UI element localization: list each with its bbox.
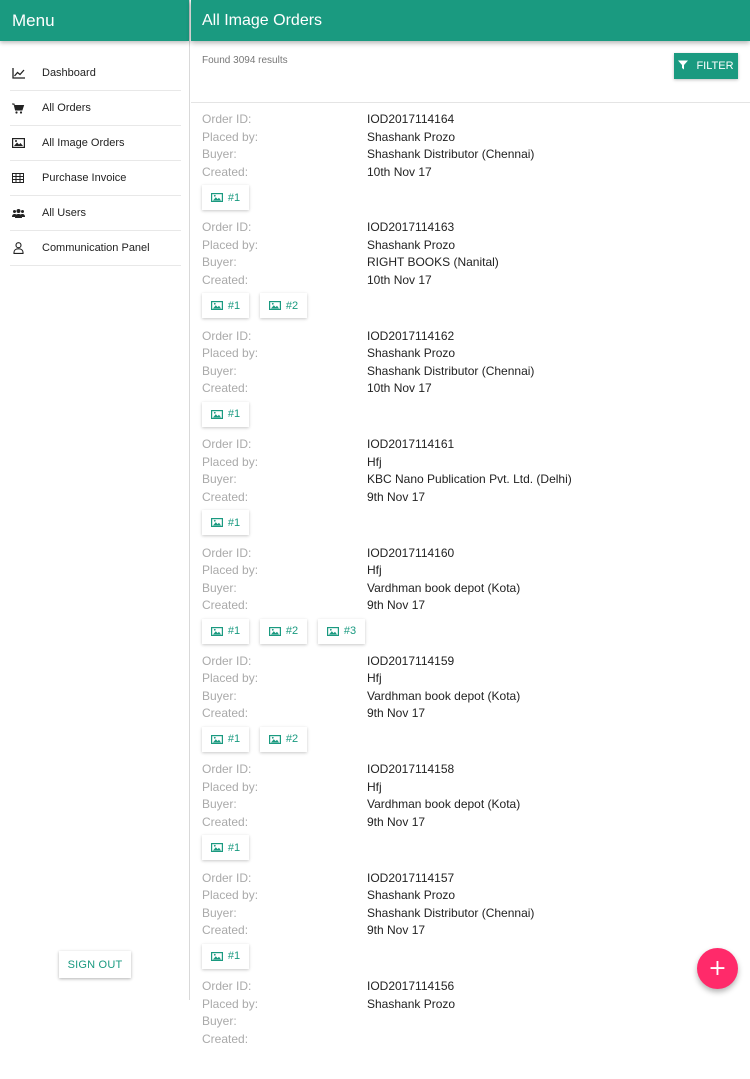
order-buyer-value: Vardhman book depot (Kota) — [367, 580, 521, 595]
order-order-id-row — [202, 870, 750, 888]
order-placed-by-label: Placed by: — [202, 888, 259, 903]
person-icon — [11, 241, 25, 255]
order-order-id-value: IOD2017114162 — [367, 328, 455, 343]
order-created-label: Created: — [202, 598, 249, 613]
order-order-id-row — [202, 436, 750, 454]
order-buyer-label: Buyer: — [202, 797, 237, 812]
cart-icon — [11, 101, 25, 115]
image-button-label: #3 — [343, 625, 357, 638]
image-icon — [211, 518, 223, 527]
order-order-id-label: Order ID: — [202, 437, 252, 452]
order-placed-by-value: Shashank Prozo — [367, 237, 456, 252]
order-order-id-value: IOD2017114161 — [367, 437, 455, 452]
sign-out-button[interactable]: SIGN OUT — [59, 951, 131, 978]
order-created-label: Created: — [202, 381, 249, 396]
order-placed-by-label: Placed by: — [202, 346, 259, 361]
order-image-button[interactable] — [202, 293, 249, 318]
order-order-id-value: IOD2017114156 — [367, 979, 455, 994]
order-buyer-value: Shashank Distributor (Chennai) — [367, 363, 535, 378]
order-placed-by-row — [202, 129, 750, 147]
image-button-label: #1 — [227, 625, 241, 638]
order-card[interactable] — [202, 211, 750, 319]
order-image-buttons — [202, 619, 750, 644]
order-buyer-value: Shashank Distributor (Chennai) — [367, 905, 535, 920]
table-icon — [11, 171, 25, 185]
sidebar-menu — [0, 56, 189, 266]
order-buyer-row — [202, 688, 750, 706]
order-order-id-row — [202, 328, 750, 346]
order-buyer-label: Buyer: — [202, 580, 237, 595]
order-buyer-label: Buyer: — [202, 688, 237, 703]
sidebar-item-dashboard[interactable] — [10, 56, 181, 91]
order-order-id-label: Order ID: — [202, 870, 252, 885]
order-placed-by-label: Placed by: — [202, 454, 259, 469]
order-buyer-row — [202, 905, 750, 923]
order-created-row — [202, 597, 750, 615]
sidebar-item-label: Dashboard — [42, 67, 96, 79]
order-buyer-value: Vardhman book depot (Kota) — [367, 797, 521, 812]
results-toolbar — [191, 41, 750, 103]
image-icon — [11, 136, 25, 150]
order-image-buttons — [202, 727, 750, 752]
order-placed-by-row — [202, 887, 750, 905]
order-created-value: 9th Nov 17 — [367, 489, 426, 504]
add-order-button[interactable]: + — [697, 948, 738, 989]
sidebar-item-all-orders[interactable] — [10, 91, 181, 126]
order-placed-by-row — [202, 562, 750, 580]
image-button-label: #1 — [227, 841, 241, 854]
image-icon — [211, 952, 223, 961]
order-placed-by-value: Hfj — [367, 454, 382, 469]
order-card[interactable] — [202, 428, 750, 536]
order-order-id-label: Order ID: — [202, 328, 252, 343]
main-content — [191, 0, 750, 1046]
order-placed-by-label: Placed by: — [202, 671, 259, 686]
order-placed-by-label: Placed by: — [202, 563, 259, 578]
order-placed-by-row — [202, 345, 750, 363]
order-created-label: Created: — [202, 164, 249, 179]
image-button-label: #2 — [285, 625, 299, 638]
order-image-buttons — [202, 402, 750, 427]
order-image-button[interactable] — [260, 293, 307, 318]
image-icon — [211, 735, 223, 744]
image-button-label: #1 — [227, 950, 241, 963]
order-buyer-row — [202, 146, 750, 164]
order-card[interactable] — [202, 103, 750, 211]
order-image-button[interactable] — [202, 727, 249, 752]
order-order-id-value: IOD2017114164 — [367, 112, 455, 126]
order-card[interactable] — [202, 537, 750, 645]
sidebar-item-label: All Image Orders — [42, 137, 125, 149]
image-icon — [327, 627, 339, 636]
order-placed-by-value: Hfj — [367, 779, 382, 794]
order-buyer-label: Buyer: — [202, 472, 237, 487]
order-placed-by-value: Hfj — [367, 671, 382, 686]
order-buyer-row — [202, 363, 750, 381]
sidebar-title: Menu — [0, 0, 189, 41]
order-placed-by-label: Placed by: — [202, 779, 259, 794]
order-card[interactable] — [202, 862, 750, 970]
order-buyer-row — [202, 1013, 750, 1031]
order-buyer-value: Vardhman book depot (Kota) — [367, 688, 521, 703]
order-created-value: 9th Nov 17 — [367, 706, 426, 721]
order-created-row — [202, 489, 750, 507]
order-placed-by-row — [202, 779, 750, 797]
order-placed-by-value: Hfj — [367, 563, 382, 578]
order-created-row — [202, 164, 750, 182]
chart-line-icon — [11, 66, 25, 80]
order-placed-by-row — [202, 996, 750, 1014]
order-image-button[interactable] — [202, 619, 249, 644]
order-placed-by-row — [202, 237, 750, 255]
order-buyer-label: Buyer: — [202, 1014, 237, 1029]
order-card[interactable] — [202, 320, 750, 428]
order-image-buttons — [202, 293, 750, 318]
order-created-label: Created: — [202, 923, 249, 938]
order-created-row — [202, 272, 750, 290]
order-created-value: 9th Nov 17 — [367, 814, 426, 829]
order-buyer-label: Buyer: — [202, 255, 237, 270]
order-image-button[interactable] — [202, 510, 249, 535]
image-button-label: #1 — [227, 299, 241, 312]
order-created-value: 9th Nov 17 — [367, 598, 426, 613]
order-buyer-label: Buyer: — [202, 905, 237, 920]
order-order-id-label: Order ID: — [202, 112, 252, 126]
filter-button[interactable] — [674, 53, 738, 79]
sidebar-item-label: Purchase Invoice — [42, 172, 127, 184]
sidebar-item-communication-panel[interactable] — [10, 231, 181, 266]
order-created-row — [202, 922, 750, 940]
users-icon — [11, 206, 25, 220]
order-image-button[interactable] — [202, 185, 249, 210]
order-created-label: Created: — [202, 706, 249, 721]
order-created-label: Created: — [202, 1031, 249, 1046]
order-created-row — [202, 814, 750, 832]
order-image-buttons — [202, 185, 750, 210]
order-placed-by-row — [202, 454, 750, 472]
order-order-id-row — [202, 545, 750, 563]
image-icon — [211, 843, 223, 852]
image-button-label: #2 — [285, 299, 299, 312]
order-created-row — [202, 380, 750, 398]
sidebar-item-all-image-orders[interactable] — [10, 126, 181, 161]
sidebar-item-label: Communication Panel — [42, 242, 150, 254]
order-image-button[interactable] — [260, 727, 307, 752]
image-button-label: #1 — [227, 733, 241, 746]
order-placed-by-value: Shashank Prozo — [367, 996, 456, 1011]
image-icon — [269, 735, 281, 744]
order-image-buttons — [202, 510, 750, 535]
order-placed-by-label: Placed by: — [202, 237, 259, 252]
image-icon — [211, 193, 223, 202]
image-icon — [269, 627, 281, 636]
order-order-id-label: Order ID: — [202, 762, 252, 777]
order-created-label: Created: — [202, 272, 249, 287]
order-order-id-label: Order ID: — [202, 653, 252, 668]
order-image-buttons — [202, 835, 750, 860]
order-created-value: 9th Nov 17 — [367, 923, 426, 938]
order-buyer-value: Shashank Distributor (Chennai) — [367, 147, 535, 161]
order-buyer-row — [202, 580, 750, 598]
image-button-label: #1 — [227, 516, 241, 529]
order-buyer-row — [202, 796, 750, 814]
order-created-label: Created: — [202, 489, 249, 504]
filter-icon — [678, 60, 688, 73]
image-icon — [211, 410, 223, 419]
order-card[interactable] — [202, 753, 750, 861]
image-icon — [211, 627, 223, 636]
order-placed-by-value: Shashank Prozo — [367, 888, 456, 903]
order-buyer-row — [202, 254, 750, 272]
image-button-label: #2 — [285, 733, 299, 746]
order-placed-by-label: Placed by: — [202, 129, 259, 144]
order-buyer-label: Buyer: — [202, 363, 237, 378]
order-buyer-label: Buyer: — [202, 147, 237, 161]
image-button-label: #1 — [227, 191, 241, 204]
order-placed-by-label: Placed by: — [202, 996, 259, 1011]
order-order-id-row — [202, 978, 750, 996]
order-placed-by-value: Shashank Prozo — [367, 129, 456, 144]
results-count: Found 3094 results — [202, 55, 288, 66]
order-order-id-row — [202, 761, 750, 779]
order-image-button[interactable] — [260, 619, 307, 644]
order-created-label: Created: — [202, 814, 249, 829]
order-order-id-value: IOD2017114157 — [367, 870, 455, 885]
order-order-id-label: Order ID: — [202, 979, 252, 994]
order-image-button[interactable] — [202, 835, 249, 860]
page-title: All Image Orders — [191, 0, 750, 41]
sidebar — [0, 0, 190, 1000]
sidebar-item-all-users[interactable] — [10, 196, 181, 231]
order-created-value: 10th Nov 17 — [367, 381, 432, 396]
order-placed-by-value: Shashank Prozo — [367, 346, 456, 361]
order-buyer-row — [202, 471, 750, 489]
order-order-id-row — [202, 653, 750, 671]
sidebar-item-label: All Users — [42, 207, 87, 219]
image-icon — [269, 301, 281, 310]
order-image-button[interactable] — [318, 619, 365, 644]
filter-button-label: FILTER — [696, 60, 734, 72]
order-created-row — [202, 1031, 750, 1049]
order-created-value: 10th Nov 17 — [367, 164, 432, 179]
order-image-buttons — [202, 944, 750, 969]
order-order-id-value: IOD2017114163 — [367, 220, 455, 235]
order-order-id-row — [202, 111, 750, 129]
order-order-id-row — [202, 219, 750, 237]
order-image-button[interactable] — [202, 944, 249, 969]
image-button-label: #1 — [227, 408, 241, 421]
order-image-button[interactable] — [202, 402, 249, 427]
order-buyer-value: KBC Nano Publication Pvt. Ltd. (Delhi) — [367, 472, 572, 487]
sidebar-item-purchase-invoice[interactable] — [10, 161, 181, 196]
image-icon — [211, 301, 223, 310]
order-order-id-value: IOD2017114159 — [367, 653, 455, 668]
order-order-id-value: IOD2017114158 — [367, 762, 455, 777]
order-order-id-label: Order ID: — [202, 220, 252, 235]
order-created-value: 10th Nov 17 — [367, 272, 432, 287]
order-card[interactable] — [202, 970, 750, 1078]
order-order-id-label: Order ID: — [202, 545, 252, 560]
order-card[interactable] — [202, 645, 750, 753]
order-buyer-value: RIGHT BOOKS (Nanital) — [367, 255, 499, 270]
order-placed-by-row — [202, 670, 750, 688]
order-order-id-value: IOD2017114160 — [367, 545, 455, 560]
order-list — [191, 103, 750, 1079]
sidebar-item-label: All Orders — [42, 102, 91, 114]
order-created-row — [202, 705, 750, 723]
